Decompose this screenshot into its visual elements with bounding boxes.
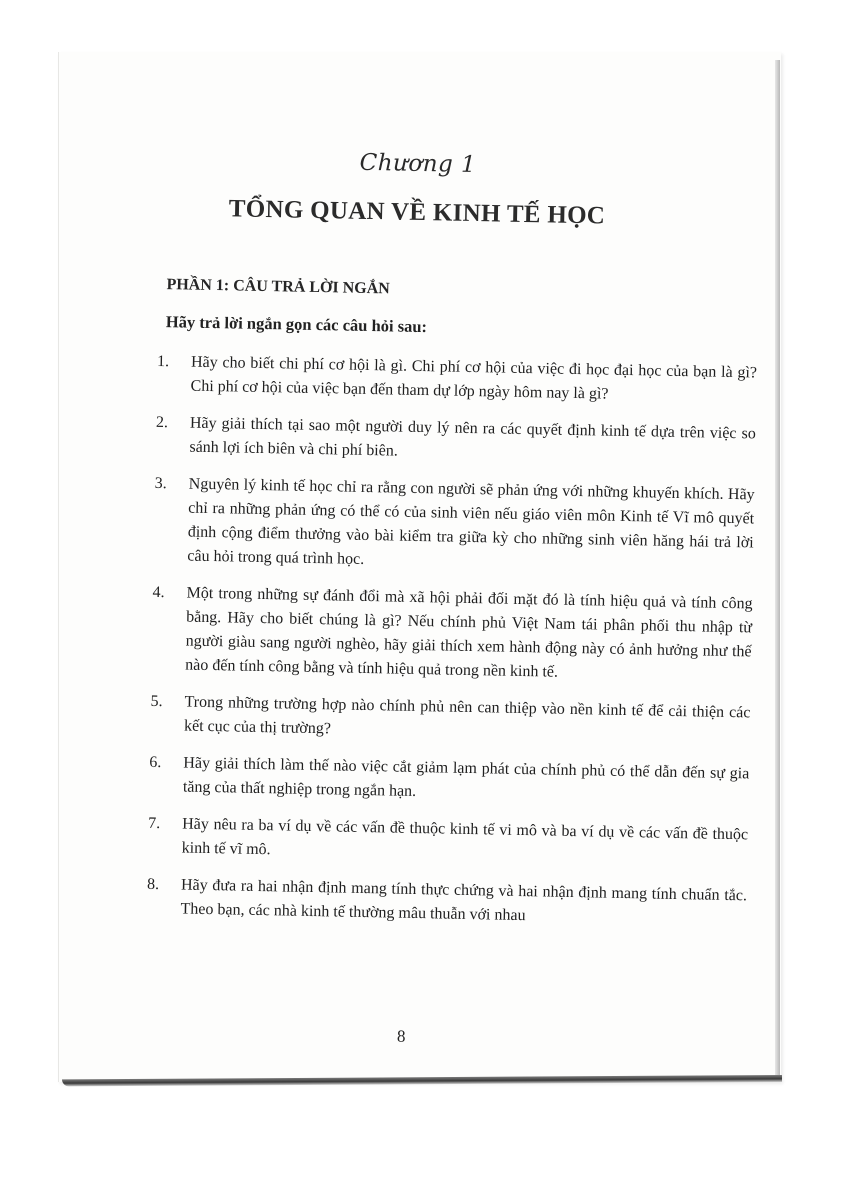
question-number: 8. [146,875,160,894]
question-number: 4. [152,583,165,602]
question-number: 1. [156,352,170,371]
question-text: Hãy đưa ra hai nhận định mang tính thực chứng và hai nhận định mang tính chuẩn tắc. Theo bạn, các nhà kinh tế thường mâu thuẫn với nhau [180,876,748,925]
question-text: Một trong những sự đánh đổi mà xã hội phải đối mặt đó là tính hiệu quả và tính công bằng. Hãy cho biết chúng là gì? Nếu chính phủ Việt Nam tái phân phối thu nhập từ người giàu sang người nghèo, hãy giải thích xem hành động này có ảnh hưởng như thế nào đến tính công bằng và tính hiệu quả trong nền kinh tế. [185,584,753,681]
question-number: 2. [155,413,169,432]
question-text: Nguyên lý kinh tế học chỉ ra rằng con người sẽ phản ứng với những khuyến khích. Hãy chỉ ra những phản ứng có thể có của sinh viên nếu giáo viên môn Kinh tế Vĩ mô quyết định cộng điểm thưởng vào bài kiểm tra giữa kỳ cho những sinh viên hăng hái trả lời câu hỏi trong quá trình học. [187,475,755,568]
question-number: 6. [149,753,162,772]
chapter-title: TỔNG QUAN VỀ KINH TẾ HỌC [228,195,606,230]
page-right-edge-shadow [775,60,780,1080]
question-item [156,350,757,410]
section-instruction: Hãy trả lời ngắn gọn các câu hỏi sau: [165,312,428,337]
page-number: 8 [396,1026,406,1046]
question-text: Hãy giải thích làm thế nào việc cắt giảm lạm phát của chính phủ có thể dẫn đến sự gia tăng của thất nghiệp trong ngắn hạn. [182,754,750,800]
question-number: 7. [148,814,161,833]
question-item [155,411,756,471]
question-number: 3. [154,474,167,493]
chapter-label: Chương 1 [359,149,477,179]
question-item [150,690,751,750]
question-list [146,350,757,945]
question-text: Trong những trường hợp nào chính phủ nên can thiệp vào nền kinh tế để cải thiện các kết cục của thị trường? [183,693,751,738]
question-text: Hãy giải thích tại sao một người duy lý nên ra các quyết định kinh tế dựa trên việc so sánh lợi ích biên và chi phí biên. [189,414,756,460]
question-item [149,751,750,811]
question-item [146,873,747,933]
question-text: Hãy nêu ra ba ví dụ về các vấn đề thuộc kinh tế vi mô và ba ví dụ về các vấn đề thuộc kinh tế vĩ mô. [181,815,749,859]
question-text: Hãy cho biết chi phí cơ hội là gì. Chi phí cơ hội của việc đi học đại học của bạn là gì? Chi phí cơ hội của việc bạn đến tham dự lớp ngày hôm nay là gì? [190,353,758,403]
question-item [148,812,749,872]
section-heading: PHẦN 1: CÂU TRẢ LỜI NGẮN [166,276,390,298]
page-content [39,52,781,1096]
question-item [153,472,755,580]
question-number: 5. [150,692,163,711]
question-item [151,581,753,689]
book-page [58,52,781,1082]
